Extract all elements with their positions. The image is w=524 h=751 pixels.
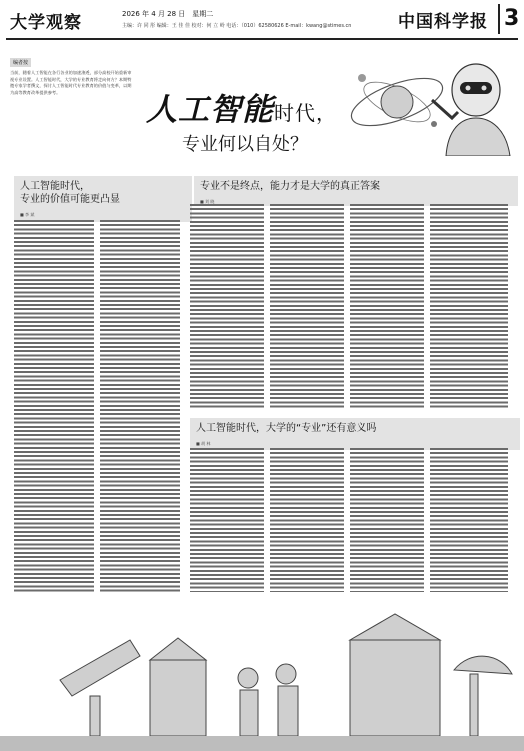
section-name: 大学观察 <box>10 13 82 33</box>
article-2-column-4 <box>430 204 508 410</box>
article-1-column-1 <box>14 220 94 592</box>
article-2-title: 专业不是终点，能力才是大学的真正答案 <box>200 181 380 192</box>
article-2-column-2 <box>270 204 344 410</box>
staff-line: 主编：许 同 彤 编辑：王 佳 佳 校对：何 立 岭 电话：（010）62580626 E-mail：kwang@stimes.cn <box>122 23 352 29</box>
article-1-title-line1: 人工智能时代， <box>20 181 90 192</box>
feature-title-main: 人工智能 <box>146 92 274 128</box>
article-2-column-1 <box>190 204 264 410</box>
article-2-byline: ■ 刘 晓 <box>200 199 215 204</box>
article-1-byline: ■ 李 斌 <box>20 212 35 217</box>
article-1-header <box>14 176 192 222</box>
feature-title <box>146 84 337 129</box>
article-3-column-1 <box>190 448 264 592</box>
article-3-header <box>190 418 520 450</box>
feature-subtitle: 专业何以自处？ <box>182 134 308 155</box>
article-3-title: 人工智能时代，大学的“专业”还有意义吗 <box>196 423 377 434</box>
article-3-byline: ■ 胡 林 <box>196 441 211 446</box>
newspaper-brand: 中国科学报 <box>398 12 488 32</box>
masthead <box>6 4 518 40</box>
article-3-column-4 <box>430 448 508 592</box>
article-1-title-line2: 专业的价值可能更凸显 <box>20 194 120 205</box>
page-number: 3 <box>498 4 519 34</box>
feature-banner <box>6 58 518 170</box>
article-2-column-3 <box>350 204 424 410</box>
article-1-column-2 <box>100 220 180 592</box>
article-3-column-2 <box>270 448 344 592</box>
editor-note-tag: 编者按 <box>10 58 31 67</box>
article-3-column-3 <box>350 448 424 592</box>
robot-illustration <box>424 60 516 156</box>
editor-note-text: 当前，随着人工智能在各行各业的加速渗透，部分高校开始重新审视专业设置。人工智能时代，大学的专业教育将走向何方？本期特邀专家学者撰文，探讨人工智能时代专业教育的价值与变革，以期为高等教育改革提供参考。 <box>10 70 132 95</box>
issue-date: 2026 年 4 月 28 日 星期二 <box>122 10 214 18</box>
campus-illustration <box>0 600 524 751</box>
feature-title-tail: 时代， <box>274 101 337 125</box>
article-2-header <box>194 176 518 206</box>
